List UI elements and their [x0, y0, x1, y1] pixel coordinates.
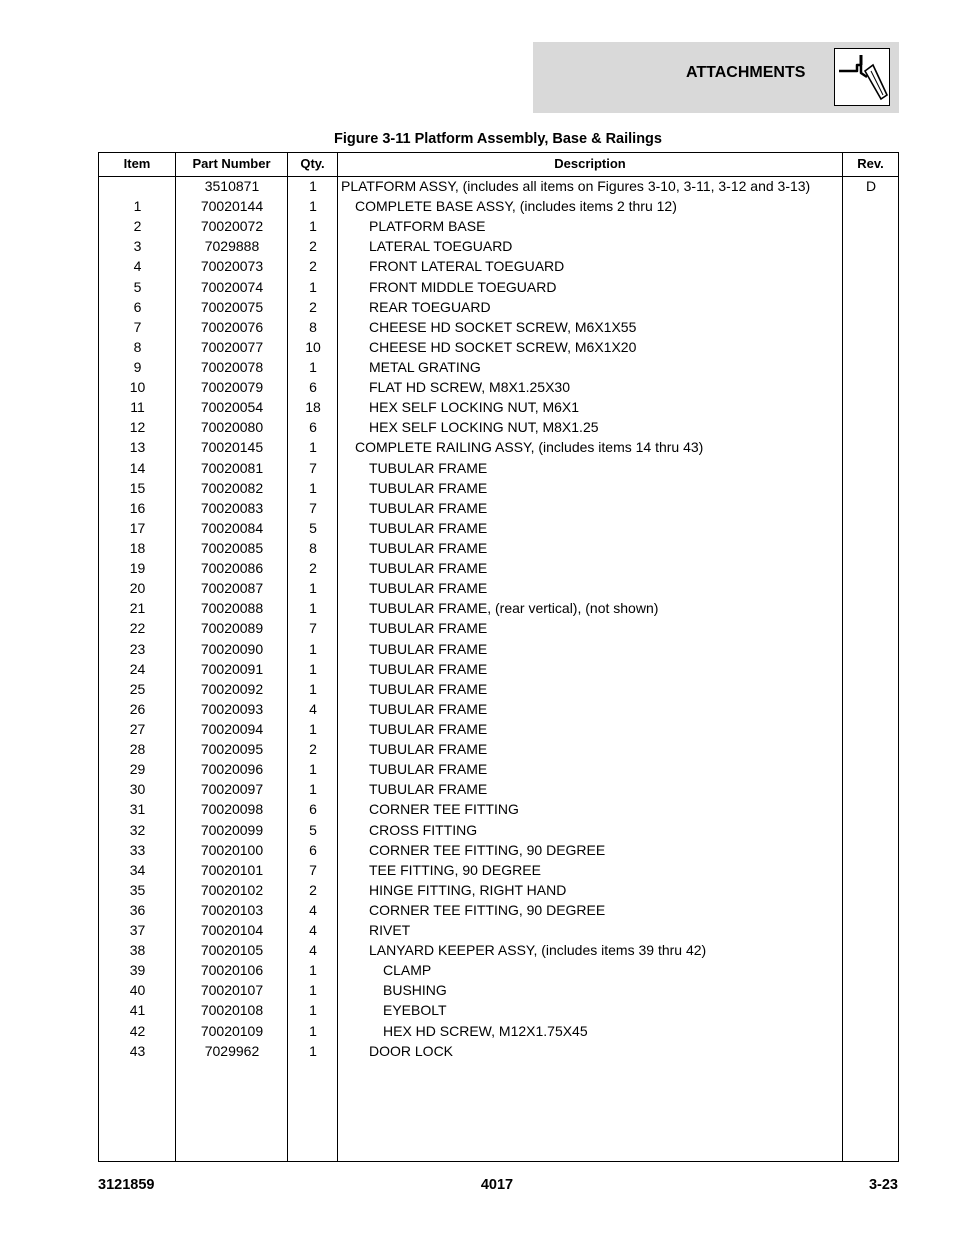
table-row	[99, 820, 898, 840]
description-cell: COMPLETE BASE ASSY, (includes items 2 thru 12)	[355, 198, 677, 215]
column-header-item: Item	[123, 156, 151, 171]
item-cell: 37	[129, 922, 146, 939]
description-cell: TUBULAR FRAME	[369, 539, 488, 556]
part-number-cell: 70020075	[200, 298, 264, 315]
part-number-cell: 70020098	[200, 801, 264, 818]
item-cell: 28	[129, 741, 146, 758]
qty-cell: 6	[309, 379, 317, 396]
description-cell: HEX SELF LOCKING NUT, M8X1.25	[369, 419, 599, 436]
qty-cell: 1	[309, 962, 317, 979]
qty-cell: 2	[309, 238, 317, 255]
description-cell: TUBULAR FRAME	[369, 781, 488, 798]
part-number-cell: 70020091	[200, 660, 264, 677]
description-cell: EYEBOLT	[383, 1002, 447, 1019]
item-cell: 32	[129, 821, 146, 838]
item-cell: 38	[129, 942, 146, 959]
part-number-cell: 70020087	[200, 580, 264, 597]
item-cell: 13	[129, 439, 146, 456]
part-number-cell: 70020072	[200, 218, 264, 235]
part-number-cell: 70020092	[200, 680, 264, 697]
table-row	[99, 699, 898, 719]
item-cell: 3	[133, 238, 142, 255]
description-cell: COMPLETE RAILING ASSY, (includes items 14 thru 43)	[355, 439, 704, 456]
qty-cell: 1	[309, 218, 317, 235]
table-row	[99, 196, 898, 216]
parts-table	[98, 152, 899, 1162]
part-number-cell: 7029962	[204, 1042, 260, 1059]
part-number-cell: 3510871	[204, 178, 260, 194]
column-header-part-number: Part Number	[192, 156, 271, 171]
table-row	[99, 639, 898, 659]
table-row	[99, 337, 898, 357]
table-row	[99, 357, 898, 377]
description-cell: TUBULAR FRAME	[369, 479, 488, 496]
qty-cell: 1	[309, 198, 317, 215]
part-number-cell: 70020078	[200, 358, 264, 375]
item-cell: 35	[129, 881, 146, 898]
item-cell: 6	[133, 298, 142, 315]
qty-cell: 1	[309, 178, 317, 194]
table-row	[99, 880, 898, 900]
qty-cell: 18	[305, 399, 321, 416]
qty-cell: 1	[309, 680, 317, 697]
table-row	[99, 538, 898, 558]
item-cell: 4	[133, 258, 142, 275]
qty-cell: 1	[309, 1022, 317, 1039]
footer-model: 4017	[480, 1177, 514, 1193]
part-number-cell: 70020097	[200, 781, 264, 798]
qty-cell: 4	[309, 901, 317, 918]
footer-manual-number: 3121859	[98, 1177, 155, 1193]
part-number-cell: 70020054	[200, 399, 264, 416]
qty-cell: 1	[309, 600, 317, 617]
description-cell: METAL GRATING	[369, 358, 481, 375]
part-number-cell: 70020085	[200, 539, 264, 556]
section-title: ATTACHMENTS	[686, 64, 806, 81]
part-number-cell: 70020100	[200, 841, 264, 858]
table-row	[99, 437, 898, 457]
item-cell: 43	[129, 1042, 146, 1059]
part-number-cell: 70020082	[200, 479, 264, 496]
item-cell: 15	[129, 479, 146, 496]
item-cell: 34	[129, 861, 146, 878]
qty-cell: 1	[309, 358, 317, 375]
column-header-qty: Qty.	[300, 156, 325, 171]
table-row	[99, 659, 898, 679]
table-row	[99, 297, 898, 317]
qty-cell: 6	[309, 801, 317, 818]
item-cell: 21	[129, 600, 146, 617]
description-cell: TUBULAR FRAME	[369, 620, 488, 637]
table-row	[99, 719, 898, 739]
part-number-cell: 70020094	[200, 720, 264, 737]
description-cell: TUBULAR FRAME	[369, 560, 488, 577]
description-cell: LATERAL TOEGUARD	[369, 238, 513, 255]
qty-cell: 7	[309, 499, 317, 516]
table-row	[99, 759, 898, 779]
part-number-cell: 70020089	[200, 620, 264, 637]
qty-cell: 5	[309, 821, 317, 838]
item-cell: 36	[129, 901, 146, 918]
table-row	[99, 980, 898, 1000]
table-row	[99, 256, 898, 276]
qty-cell: 7	[309, 620, 317, 637]
part-number-cell: 70020107	[200, 982, 264, 999]
description-cell: CHEESE HD SOCKET SCREW, M6X1X55	[369, 318, 637, 335]
description-cell: DOOR LOCK	[369, 1042, 454, 1059]
part-number-cell: 70020084	[200, 519, 264, 536]
item-cell: 11	[130, 399, 145, 416]
part-number-cell: 70020108	[200, 1002, 264, 1019]
item-cell: 39	[129, 962, 146, 979]
item-cell: 18	[129, 539, 146, 556]
table-row	[99, 578, 898, 598]
footer-page-number: 3-23	[868, 1177, 898, 1193]
table-row	[99, 1041, 898, 1061]
qty-cell: 2	[309, 258, 317, 275]
table-row	[99, 518, 898, 538]
table-row	[99, 779, 898, 799]
item-cell: 9	[133, 358, 142, 375]
description-cell: CLAMP	[383, 962, 432, 979]
item-cell: 10	[129, 379, 146, 396]
item-cell: 14	[129, 459, 146, 476]
table-row	[99, 216, 898, 236]
table-row	[99, 618, 898, 638]
item-cell: 17	[129, 519, 146, 536]
description-cell: CORNER TEE FITTING, 90 DEGREE	[369, 841, 606, 858]
item-cell: 26	[129, 700, 146, 717]
part-number-cell: 7029888	[204, 238, 260, 255]
wrench-icon	[834, 48, 890, 106]
description-cell: TUBULAR FRAME	[369, 519, 488, 536]
item-cell: 23	[129, 640, 146, 657]
table-row	[99, 176, 898, 196]
description-cell: FRONT MIDDLE TOEGUARD	[369, 278, 557, 295]
part-number-cell: 70020073	[200, 258, 264, 275]
description-cell: TUBULAR FRAME	[369, 741, 488, 758]
qty-cell: 1	[309, 781, 317, 798]
description-cell: RIVET	[369, 922, 411, 939]
item-cell: 5	[133, 278, 142, 295]
qty-cell: 1	[309, 439, 317, 456]
table-row	[99, 397, 898, 417]
qty-cell: 1	[309, 479, 317, 496]
table-row	[99, 558, 898, 578]
part-number-cell: 70020096	[200, 761, 264, 778]
description-cell: TUBULAR FRAME	[369, 700, 488, 717]
description-cell: HINGE FITTING, RIGHT HAND	[369, 881, 567, 898]
part-number-cell: 70020093	[200, 700, 264, 717]
part-number-cell: 70020076	[200, 318, 264, 335]
qty-cell: 2	[309, 298, 317, 315]
item-cell: 40	[129, 982, 146, 999]
description-cell: PLATFORM ASSY, (includes all items on Figures 3-10, 3-11, 3-12 and 3-13)	[341, 178, 811, 194]
part-number-cell: 70020102	[200, 881, 264, 898]
description-cell: TUBULAR FRAME	[369, 640, 488, 657]
description-cell: REAR TOEGUARD	[369, 298, 491, 315]
part-number-cell: 70020145	[200, 439, 264, 456]
item-cell: 1	[133, 198, 142, 215]
item-cell: 29	[129, 761, 146, 778]
description-cell: TUBULAR FRAME	[369, 660, 488, 677]
qty-cell: 2	[309, 881, 317, 898]
part-number-cell: 70020099	[200, 821, 264, 838]
qty-cell: 1	[309, 580, 317, 597]
qty-cell: 1	[309, 982, 317, 999]
part-number-cell: 70020086	[200, 560, 264, 577]
description-cell: TUBULAR FRAME	[369, 680, 488, 697]
description-cell: FRONT LATERAL TOEGUARD	[369, 258, 565, 275]
table-row	[99, 236, 898, 256]
item-cell: 31	[129, 801, 146, 818]
table-row	[99, 277, 898, 297]
qty-cell: 5	[309, 519, 317, 536]
item-cell: 33	[129, 841, 146, 858]
table-row	[99, 799, 898, 819]
qty-cell: 6	[309, 419, 317, 436]
description-cell: PLATFORM BASE	[369, 218, 486, 235]
rev-cell: D	[865, 178, 877, 194]
table-row	[99, 960, 898, 980]
table-row	[99, 739, 898, 759]
item-cell: 8	[133, 338, 142, 355]
qty-cell: 2	[309, 560, 317, 577]
part-number-cell: 70020081	[200, 459, 264, 476]
description-cell: LANYARD KEEPER ASSY, (includes items 39 thru 42)	[369, 942, 707, 959]
table-row	[99, 458, 898, 478]
description-cell: TUBULAR FRAME	[369, 499, 488, 516]
part-number-cell: 70020095	[200, 741, 264, 758]
part-number-cell: 70020083	[200, 499, 264, 516]
item-cell: 2	[133, 218, 142, 235]
qty-cell: 1	[309, 640, 317, 657]
description-cell: CORNER TEE FITTING	[369, 801, 519, 818]
item-cell: 41	[129, 1002, 146, 1019]
qty-cell: 1	[309, 660, 317, 677]
item-cell: 12	[129, 419, 146, 436]
table-row	[99, 900, 898, 920]
part-number-cell: 70020074	[200, 278, 264, 295]
description-cell: TUBULAR FRAME	[369, 580, 488, 597]
description-cell: FLAT HD SCREW, M8X1.25X30	[369, 379, 570, 396]
part-number-cell: 70020090	[200, 640, 264, 657]
item-cell: 42	[129, 1022, 146, 1039]
table-row	[99, 598, 898, 618]
part-number-cell: 70020104	[200, 922, 264, 939]
description-cell: HEX SELF LOCKING NUT, M6X1	[369, 399, 580, 416]
part-number-cell: 70020105	[200, 942, 264, 959]
description-cell: TUBULAR FRAME	[369, 720, 488, 737]
qty-cell: 7	[309, 459, 317, 476]
part-number-cell: 70020088	[200, 600, 264, 617]
table-row	[99, 478, 898, 498]
item-cell: 7	[133, 318, 142, 335]
part-number-cell: 70020080	[200, 419, 264, 436]
item-cell: 20	[129, 580, 146, 597]
qty-cell: 2	[309, 741, 317, 758]
qty-cell: 8	[309, 539, 317, 556]
table-row	[99, 940, 898, 960]
description-cell: BUSHING	[383, 982, 447, 999]
table-row	[99, 1000, 898, 1020]
description-cell: HEX HD SCREW, M12X1.75X45	[383, 1022, 588, 1039]
part-number-cell: 70020103	[200, 901, 264, 918]
figure-title: Figure 3-11 Platform Assembly, Base & Railings	[334, 131, 662, 147]
table-row	[99, 860, 898, 880]
table-body	[99, 176, 898, 1061]
qty-cell: 8	[309, 318, 317, 335]
part-number-cell: 70020079	[200, 379, 264, 396]
item-cell: 19	[129, 560, 146, 577]
description-cell: TUBULAR FRAME, (rear vertical), (not shown)	[369, 600, 659, 617]
item-cell: 27	[129, 720, 146, 737]
qty-cell: 1	[309, 1002, 317, 1019]
part-number-cell: 70020101	[200, 861, 264, 878]
column-header-rev: Rev.	[857, 156, 884, 171]
description-cell: CHEESE HD SOCKET SCREW, M6X1X20	[369, 338, 637, 355]
qty-cell: 1	[309, 720, 317, 737]
table-row	[99, 840, 898, 860]
item-cell: 30	[129, 781, 146, 798]
column-header-description: Description	[554, 156, 626, 171]
part-number-cell: 70020077	[200, 338, 264, 355]
item-cell: 25	[129, 680, 146, 697]
table-row	[99, 417, 898, 437]
item-cell: 16	[129, 499, 146, 516]
description-cell: CORNER TEE FITTING, 90 DEGREE	[369, 901, 606, 918]
table-row	[99, 498, 898, 518]
part-number-cell: 70020106	[200, 962, 264, 979]
qty-cell: 10	[305, 338, 321, 355]
table-row	[99, 377, 898, 397]
description-cell: TUBULAR FRAME	[369, 459, 488, 476]
table-row	[99, 920, 898, 940]
part-number-cell: 70020144	[200, 198, 264, 215]
qty-cell: 4	[309, 700, 317, 717]
description-cell: TEE FITTING, 90 DEGREE	[369, 861, 541, 878]
qty-cell: 6	[309, 841, 317, 858]
table-row	[99, 317, 898, 337]
qty-cell: 1	[309, 761, 317, 778]
table-row	[99, 679, 898, 699]
description-cell: CROSS FITTING	[369, 821, 478, 838]
part-number-cell: 70020109	[200, 1022, 264, 1039]
item-cell: 24	[129, 660, 146, 677]
qty-cell: 4	[309, 922, 317, 939]
table-row	[99, 1021, 898, 1041]
item-cell: 22	[129, 620, 146, 637]
qty-cell: 7	[309, 861, 317, 878]
qty-cell: 4	[309, 942, 317, 959]
qty-cell: 1	[309, 1042, 317, 1059]
description-cell: TUBULAR FRAME	[369, 761, 488, 778]
qty-cell: 1	[309, 278, 317, 295]
